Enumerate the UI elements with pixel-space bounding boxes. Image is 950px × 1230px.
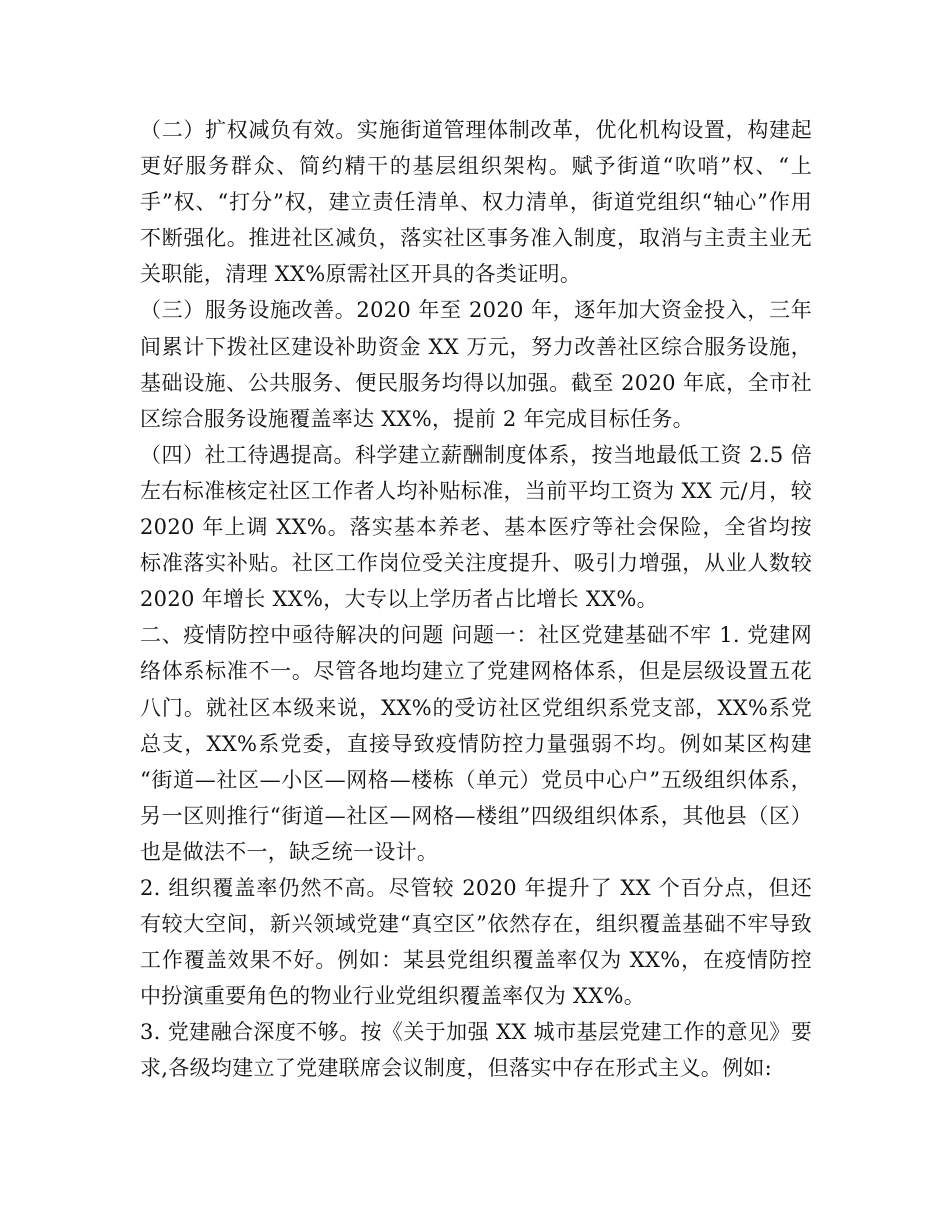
paragraph-integration-depth: 3. 党建融合深度不够。按《关于加强 XX 城市基层党建工作的意见》要求,各级均建立了党建联席会议制度，但落实中存在形式主义。例如: (140, 1020, 812, 1081)
paragraph-expand-power: （二）扩权减负有效。实施街道管理体制改革，优化机构设置，构建起更好服务群众、简约精干的基层组织架构。赋予街道“吹哨”权、“上手”权、“打分”权，建立责任清单、权力清单，街道党组织“轴心”作用不断强化。推进社区减负，落实社区事务准入制度，取消与主责主业无关职能，清理 XX%原需社区开具的各类证明。 (140, 118, 812, 287)
document-body (140, 112, 812, 1087)
paragraph-coverage-rate: 2. 组织覆盖率仍然不高。尽管较 2020 年提升了 XX 个百分点，但还有较大空间，新兴领域党建“真空区”依然存在，组织覆盖基础不牢导致工作覆盖效果不好。例如：某县党组织覆盖率仅为 XX%，在疫情防控中扮演重要角色的物业行业党组织覆盖率仅为 XX%。 (140, 875, 812, 1009)
paragraph-problems-section: 二、疫情防控中亟待解决的问题 问题一：社区党建基础不牢 1. 党建网络体系标准不一。尽管各地均建立了党建网格体系，但是层级设置五花八门。就社区本级来说，XX%的受访社区党组织系党支部，XX%系党总支，XX%系党委，直接导致疫情防控力量强弱不均。例如某区构建 “街道—社区—小区—网格—楼栋（单元）党员中心户”五级组织体系，另一区则推行“街道—社区—网格—楼组”四级组织体系，其他县（区）也是做法不一，缺乏统一设计。 (140, 623, 812, 864)
paragraph-social-worker-pay: （四）社工待遇提高。科学建立薪酬制度体系，按当地最低工资 2.5 倍左右标准核定社区工作者人均补贴标准，当前平均工资为 XX 元/月，较 2020 年上调 XX%。落实基本养老、基本医疗等社会保险，全省均按标准落实补贴。社区工作岗位受关注度提升、吸引力增强，从业人数较 2020 年增长 XX%，大专以上学历者占比增长 XX%。 (140, 442, 812, 612)
paragraph-service-facilities: （三）服务设施改善。2020 年至 2020 年，逐年加大资金投入，三年间累计下拨社区建设补助资金 XX 万元，努力改善社区综合服务设施，基础设施、公共服务、便民服务均得以加强。截至 2020 年底，全市社区综合服务设施覆盖率达 XX%，提前 2 年完成目标任务。 (140, 298, 812, 431)
